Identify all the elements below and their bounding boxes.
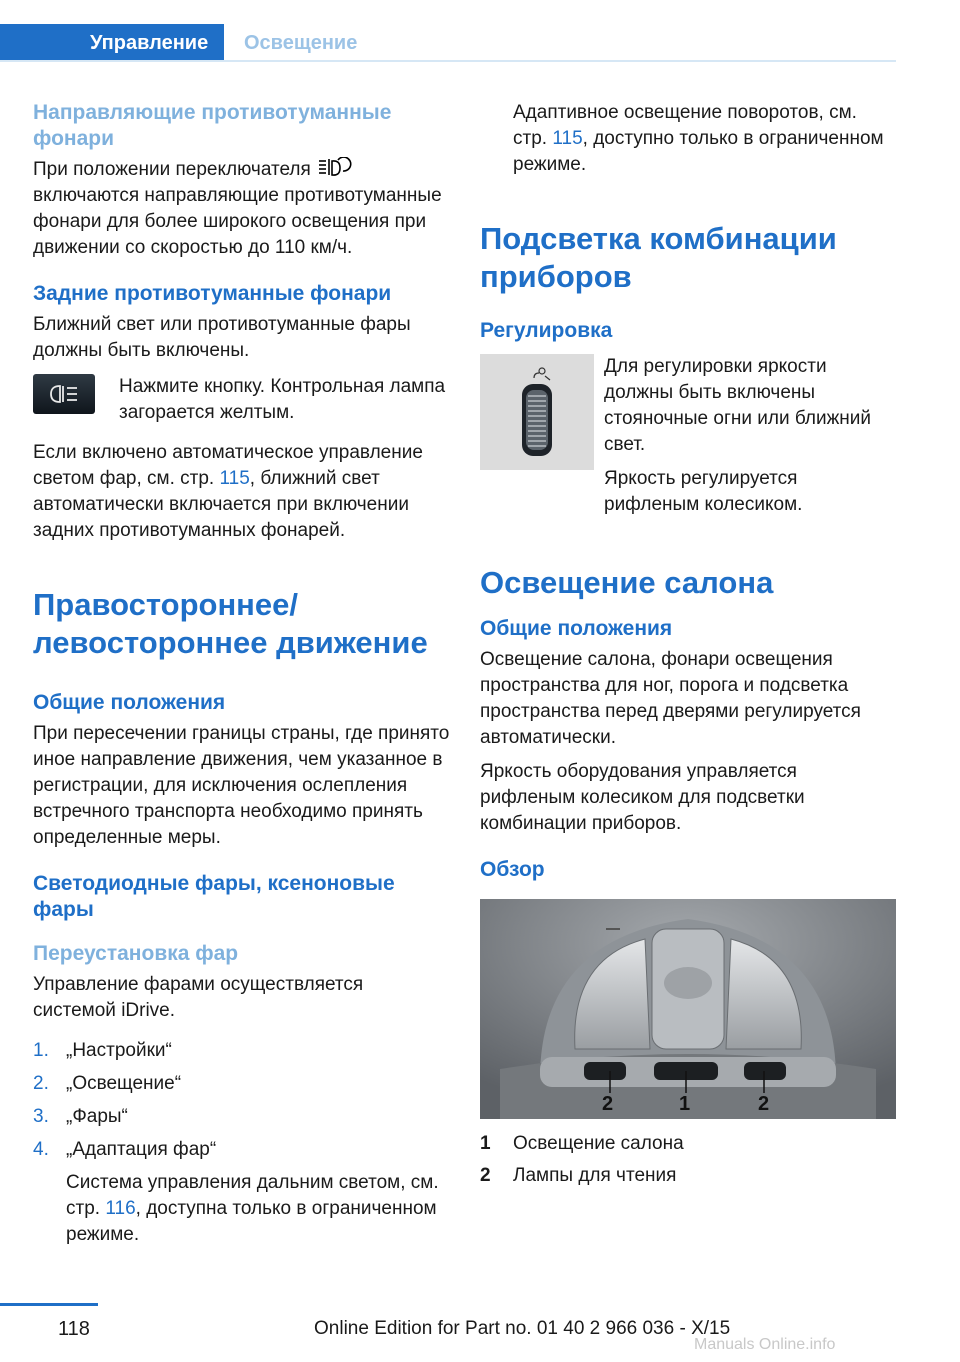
- adjust-text-1: Для регулировки яркости должны быть включены стояночные огни или ближний свет.: [604, 356, 872, 455]
- page-number: 118: [58, 1318, 90, 1340]
- rear-fog-button-image: [33, 374, 95, 414]
- traffic-side-title: Правостороннее/ левостороннее движение: [33, 587, 428, 660]
- page-link-116[interactable]: 116: [105, 1198, 136, 1219]
- rear-fog-lamp-icon: [46, 383, 82, 405]
- steps-list: [33, 1038, 451, 1163]
- readjust-text: Управление фарами осуществляется системой iDrive.: [33, 974, 364, 1021]
- page-link-115-right[interactable]: 115: [552, 128, 583, 149]
- step-number: 1.: [33, 1040, 49, 1061]
- cornering-fog-title: Направляющие противотуманные фонари: [33, 101, 392, 150]
- legend-item: [480, 1131, 896, 1157]
- header-divider: [0, 60, 896, 62]
- readjust-title: Переустановка фар: [33, 942, 239, 965]
- page-link-115[interactable]: 115: [219, 468, 250, 489]
- thumbwheel-image: [480, 354, 594, 470]
- photo-label-2-right: 2: [758, 1093, 770, 1115]
- tab-controls[interactable]: Управление: [0, 24, 224, 62]
- right-column: [480, 100, 896, 1189]
- cornering-fog-text-b: включаются направляющие противотуманные фонари для более широкого освещения при движении со скоростью до 110 км/ч.: [33, 185, 442, 258]
- step-number: 2.: [33, 1073, 49, 1094]
- legend: [480, 1131, 896, 1189]
- step4-note-a: Система управления дальним светом, см. стр.: [66, 1172, 439, 1219]
- rear-fog-button-row: [33, 374, 451, 426]
- rear-fog-auto-text: [33, 440, 451, 544]
- edition-text: Online Edition for Part no. 01 40 2 966 036 - X/15: [314, 1318, 731, 1339]
- rear-fog-text: Ближний свет или противотуманные фары должны быть включены.: [33, 314, 411, 361]
- legend-number: 1: [480, 1133, 491, 1154]
- adjust-row: [480, 354, 896, 518]
- rear-fog-button-text: Нажмите кнопку. Контрольная лампа загорается желтым.: [119, 376, 446, 423]
- step-text: „Адаптация фар“: [66, 1139, 217, 1160]
- adaptive-cornering-text: [480, 100, 896, 178]
- interior-lighting-title: Освещение салона: [480, 565, 774, 600]
- step-text: „Освещение“: [66, 1073, 182, 1094]
- step4-note: [33, 1170, 451, 1248]
- step-number: 4.: [33, 1139, 49, 1160]
- legend-text: Освещение салона: [513, 1133, 684, 1154]
- tab-lighting[interactable]: Освещение: [244, 32, 358, 54]
- adaptive-cornering-text-a: Адаптивное освещение поворотов, см. стр.: [513, 102, 857, 149]
- general-title: Общие положения: [33, 691, 226, 714]
- left-column: [33, 100, 451, 1248]
- step-number: 3.: [33, 1106, 49, 1127]
- list-item: [33, 1137, 451, 1163]
- adaptive-cornering-text-b: , доступно только в ограниченном режиме.: [513, 128, 884, 175]
- thumbwheel-icon: [512, 362, 562, 462]
- list-item: [33, 1038, 451, 1064]
- list-item: [33, 1071, 451, 1097]
- cornering-fog-text-a: При положении переключателя: [33, 159, 311, 180]
- adjust-texts: [604, 354, 896, 518]
- photo-label-1: 1: [679, 1093, 691, 1115]
- instrument-lighting-title: Подсветка комбинации приборов: [480, 221, 837, 294]
- step-text: „Фары“: [66, 1106, 128, 1127]
- general-text: При пересечении границы страны, где принято иное направление движения, чем указанное в регистрации, для исключения ослепления встречного транспорта необходимо принять определенные меры.: [33, 723, 450, 848]
- overview-title: Обзор: [480, 858, 545, 881]
- rear-fog-auto-text-b: , ближний свет автоматически включается при включении задних противотуманных фонарей.: [33, 468, 409, 541]
- interior-text-2: Яркость оборудования управляется рифленым колесиком для подсветки комбинации приборов.: [480, 761, 805, 834]
- footer-accent-line: [0, 1303, 98, 1306]
- legend-number: 2: [480, 1165, 491, 1186]
- step4-note-b: , доступна только в ограниченном режиме.: [66, 1198, 437, 1245]
- list-item: [33, 1104, 451, 1130]
- roof-console-icon: [480, 899, 896, 1119]
- adjust-text-2: Яркость регулируется рифленым колесиком.: [604, 468, 803, 515]
- rear-fog-title: Задние противотуманные фонари: [33, 282, 392, 305]
- legend-item: [480, 1163, 896, 1189]
- led-xenon-title: Светодиодные фары, ксеноновые фары: [33, 872, 395, 921]
- legend-text: Лампы для чтения: [513, 1165, 677, 1186]
- cornering-fog-text: [33, 157, 451, 261]
- photo-label-2-left: 2: [602, 1093, 614, 1115]
- roof-console-photo: [480, 899, 896, 1119]
- interior-general-title: Общие положения: [480, 617, 673, 640]
- watermark: Manuals Online.info: [694, 1336, 836, 1353]
- interior-text-1: Освещение салона, фонари освещения пространства для ног, порога и подсветка пространства перед дверями регулируется автоматически.: [480, 649, 861, 748]
- adjust-title: Регулировка: [480, 319, 613, 342]
- rear-fog-auto-text-a: Если включено автоматическое управление светом фар, см. стр.: [33, 442, 423, 489]
- step-text: „Настройки“: [66, 1040, 172, 1061]
- fog-switch-symbol-icon: [316, 157, 354, 179]
